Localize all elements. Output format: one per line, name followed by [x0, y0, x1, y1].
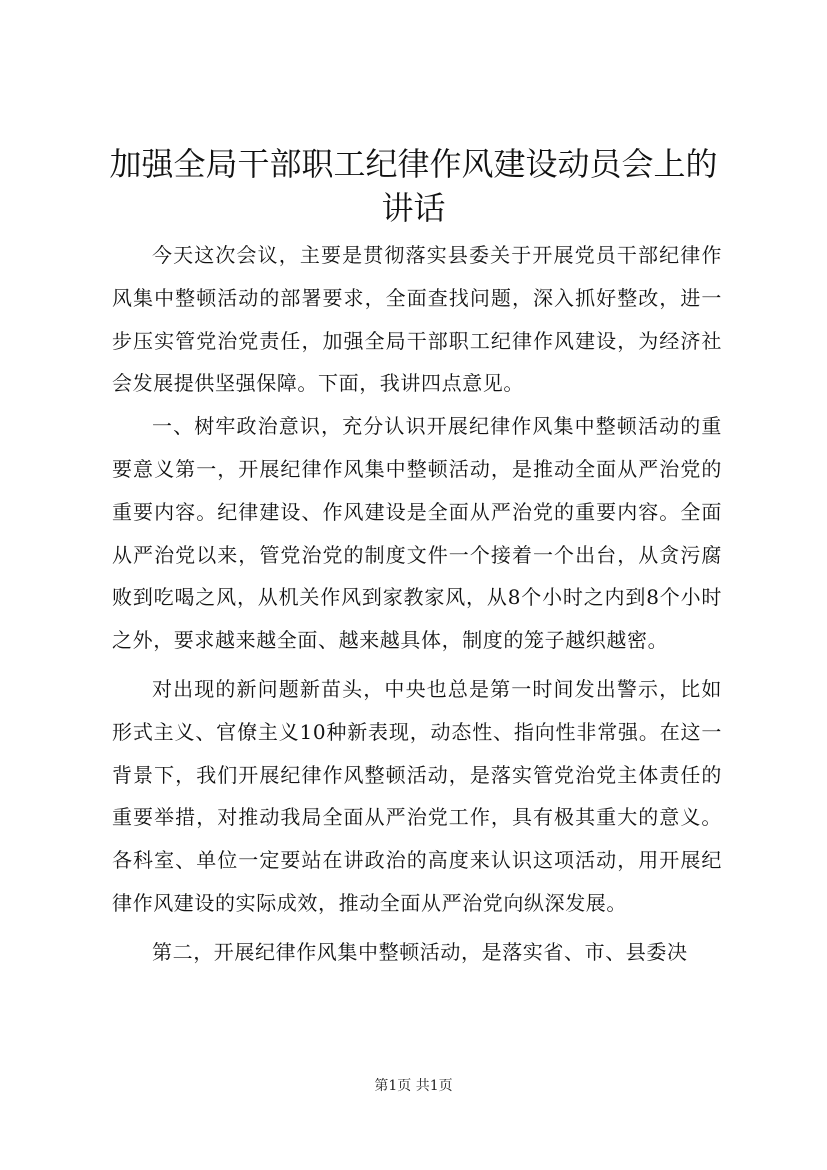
document-title: 加强全局干部职工纪律作风建设动员会上的讲话 [109, 145, 718, 227]
paragraph-3: 对出现的新问题新苗头，中央也总是第一时间发出警示，比如形式主义、官僚主义10种新表现，动态性、指向性非常强。在这一背景下，我们开展纪律作风整顿活动，是落实管党治党主体责任的重要举措，对推动我局全面从严治党工作，具有极其重大的意义。各科室、单位一定要站在讲政治的高度来认识这项活动，用开展纪律作风建设的实际成效，推动全面从严治党向纵深发展。 [112, 676, 722, 915]
paragraph-1: 今天这次会议，主要是贯彻落实县委关于开展党员干部纪律作风集中整顿活动的部署要求，全面查找问题，深入抓好整改，进一步压实管党治党责任，加强全局干部职工纪律作风建设，为经济社会发展提供坚强保障。下面，我讲四点意见。 [112, 243, 722, 396]
paragraph-2: 一、树牢政治意识，充分认识开展纪律作风集中整顿活动的重要意义第一，开展纪律作风集中整顿活动，是推动全面从严治党的重要内容。纪律建设、作风建设是全面从严治党的重要内容。全面从严治党以来，管党治党的制度文件一个接着一个出台，从贪污腐败到吃喝之风，从机关作风到家教家风，从8个小时之内到8个小时之外，要求越来越全面、越来越具体，制度的笼子越织越密。 [112, 414, 722, 653]
paragraph-4: 第二，开展纪律作风集中整顿活动，是落实省、市、县委决 [152, 939, 688, 964]
document-body [112, 234, 722, 974]
page-footer: 第1页 共1页 [374, 1078, 453, 1094]
